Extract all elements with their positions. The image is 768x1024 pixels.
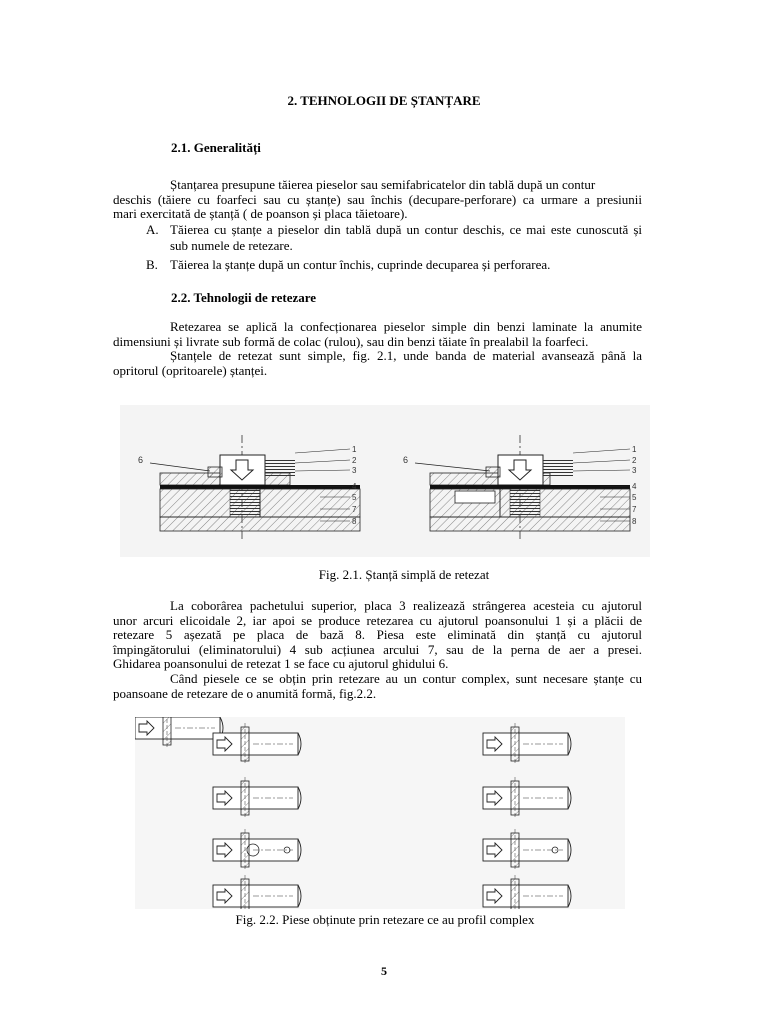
paragraph-line: Retezarea se aplică la confecționarea pieselor simple din benzi laminate la anumite <box>170 319 642 334</box>
figure-label: 5 <box>632 493 637 502</box>
figure-label: 8 <box>352 517 357 526</box>
figure-label: 1 <box>352 445 357 454</box>
figure-2-2-caption: Fig. 2.2. Piese obținute prin retezare ce au profil complex <box>235 912 535 927</box>
paragraph-line: La coborârea pachetului superior, placa 3 realizează strângerea acesteia cu ajutorul <box>170 598 642 613</box>
figure-label: 2 <box>632 456 637 465</box>
figure-label: 5 <box>352 493 357 502</box>
list-marker: B. <box>146 257 158 272</box>
figure-label: 3 <box>352 466 357 475</box>
paragraph-line: opritorul (opritoarele) ștanței. <box>113 362 268 378</box>
figure-label: 7 <box>352 505 357 514</box>
paragraph-line: deschis (tăiere cu foarfeci sau cu ștanțe) sau închis (decupare-perforare) ca urmare a presiunii <box>113 191 642 207</box>
figure-label: 7 <box>632 505 637 514</box>
paragraph-line: unor arcuri elicoidale 2, iar apoi se produce retezarea cu ajutorul poansonului 1 și a plăcii de <box>113 612 642 628</box>
figure-label: 6 <box>138 455 144 465</box>
page-number: 5 <box>381 964 387 978</box>
figure-label: 3 <box>632 466 637 475</box>
figure-label: 4 <box>352 482 357 491</box>
paragraph-line: poansoane de retezare de o anumită formă, fig.2.2. <box>113 685 377 701</box>
paragraph-generalitati <box>113 178 642 222</box>
list-item-b <box>146 257 642 273</box>
paragraph-retezare-2 <box>113 599 642 701</box>
figure-label: 8 <box>632 517 637 526</box>
paragraph-retezare-1 <box>113 320 642 378</box>
figure-label: 1 <box>632 445 637 454</box>
section-heading-retezare: 2.2. Tehnologii de retezare <box>171 290 317 305</box>
paragraph-line: Ștanțele de retezat sunt simple, fig. 2.1, unde banda de material avansează până la <box>170 348 642 364</box>
list-item-line: Tăierea la ștanțe după un contur închis, cuprinde decuparea și perforarea. <box>170 257 551 272</box>
paragraph-line: retezare 5 așezată pe placa de bază 8. Piesa este eliminată din ștanță cu ajutorul <box>113 627 642 643</box>
paragraph-line: dimensiuni și livrate sub formă de colac (rulou), sau din benzi tăiate în prealabil la foarfeci. <box>113 333 589 349</box>
figure-2-1-drawing <box>120 405 650 557</box>
list-marker: A. <box>146 222 159 237</box>
paragraph-line: împingătorului (eliminatorului) 4 sub acțiunea arcului 7, sau de la perna de aer a presei. <box>113 641 642 657</box>
figure-label: 4 <box>632 482 637 491</box>
page-title: 2. TEHNOLOGII DE ȘTANȚARE <box>287 93 481 108</box>
list-item-line: sub numele de retezare. <box>170 237 293 253</box>
paragraph-line: Ștanțarea presupune tăierea pieselor sau semifabricatelor din tablă după un contur <box>170 177 596 192</box>
list-item-line: Tăierea cu ștanțe a pieselor din tablă după un contur deschis, ce mai este cunoscută și <box>170 222 642 237</box>
section-heading-generalitati: 2.1. Generalități <box>171 140 261 155</box>
figure-label: 2 <box>352 456 357 465</box>
figure-2-2-drawing <box>135 717 625 909</box>
figure-label: 6 <box>403 455 409 465</box>
paragraph-line: Când piesele ce se obțin prin retezare au un contur complex, sunt necesare ștanțe cu <box>170 670 642 686</box>
figure-2-1-caption: Fig. 2.1. Ștanță simplă de retezat <box>318 567 490 582</box>
paragraph-line: Ghidarea poansonului de retezat 1 se face cu ajutorul ghidului 6. <box>113 656 449 672</box>
list-item-a <box>146 222 642 254</box>
paragraph-line: mari exercitată de ștanță ( de poanson și placa tăietoare). <box>113 206 408 222</box>
